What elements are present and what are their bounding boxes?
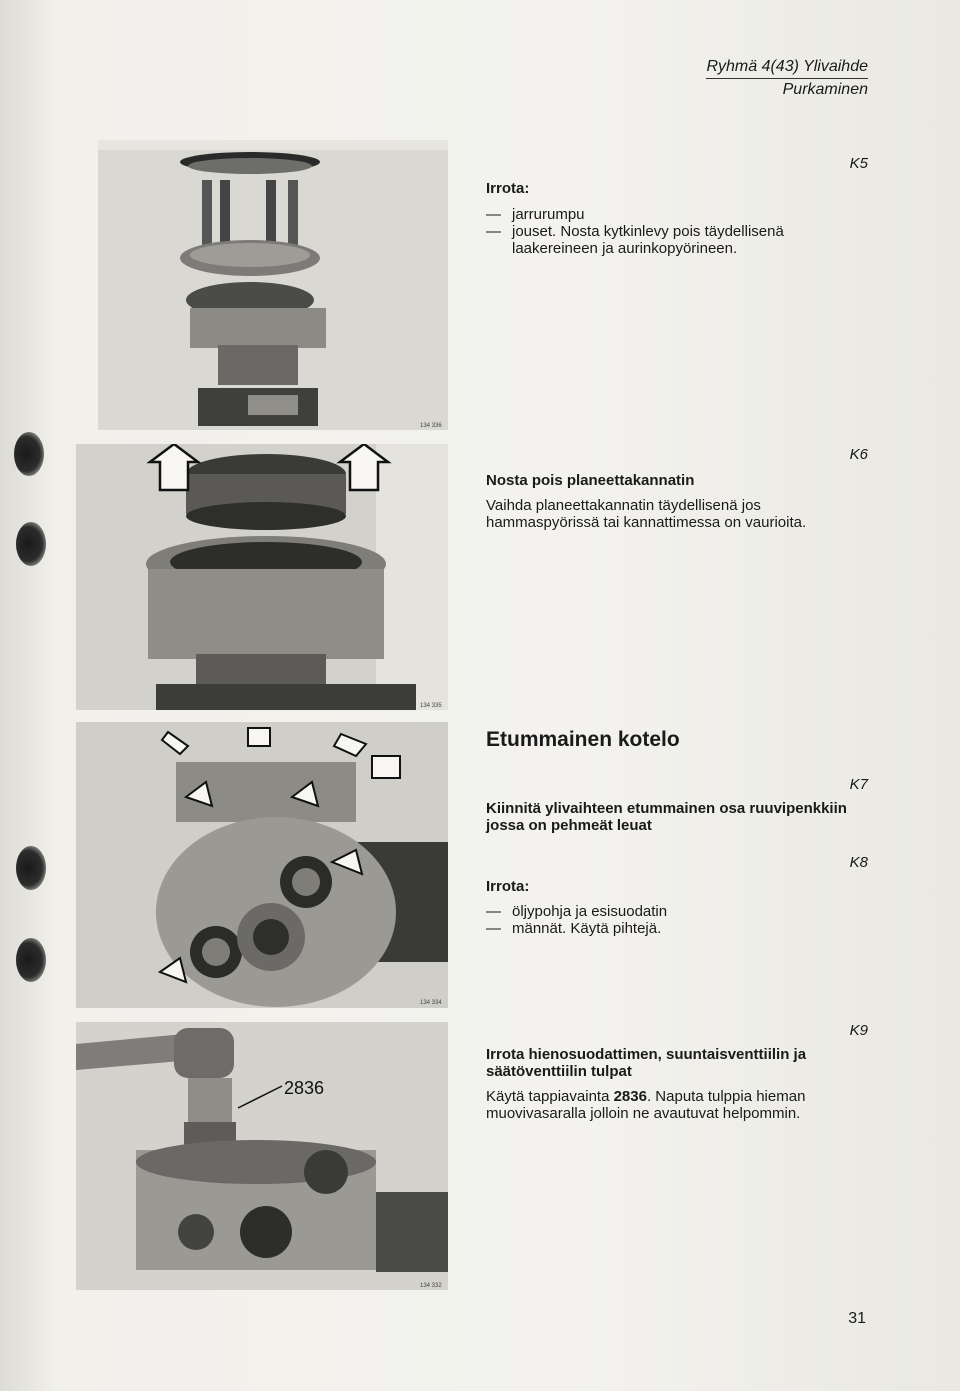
step-body: Vaihda planeettakannatin täydellisenä jos hammaspyörissä tai kannattimessa on vaurioita. [486,497,807,531]
tool-number: 2836 [613,1088,647,1105]
binder-hole [16,938,46,982]
section-title: Etummainen kotelo [486,728,680,751]
step-list [486,206,870,257]
photo-brake-drum-springs [98,140,448,430]
step-title: Irrota: [486,180,530,197]
step-title: Irrota: [486,878,530,895]
list-item: — männät. Käytä pihtejä. [486,920,662,937]
binder-hole [14,432,44,476]
step-list [486,903,870,937]
list-item: — öljypohja ja esisuodatin [486,903,668,920]
step-title: Kiinnitä ylivaihteen etummainen osa ruuvipenkkiin jossa on pehmeät leuat [486,800,847,834]
header-group: Ryhmä 4(43) Ylivaihde [706,58,868,79]
photo-id: 134 332 [420,1283,442,1289]
step-body-text: . Naputa tulppia hieman muovivasaralla jolloin ne avautuvat helpommin. [486,1088,806,1122]
step-title: Irrota hienosuodattimen, suuntaisventtiilin ja säätöventtiilin tulpat [486,1046,807,1080]
binder-hole [16,846,46,890]
step-body [486,1088,870,1122]
header-section: Purkaminen [782,81,868,98]
list-item: — jouset. Nosta kytkinlevy pois täydellisenä laakereineen ja aurinkopyörineen. [486,223,870,257]
list-item-text: männät. Käytä pihtejä. [512,920,662,937]
tool-label: 2836 [284,1078,325,1098]
binder-hole [16,522,46,566]
list-item-text: jarrurumpu [512,206,585,223]
photo-id: 134 335 [420,703,442,709]
list-item: — jarrurumpu [486,206,585,223]
step-title: Nosta pois planeettakannatin [486,472,695,489]
step-ref: K6 [849,446,868,463]
step-ref: K8 [849,854,868,871]
list-item-text: öljypohja ja esisuodatin [512,903,668,920]
photo-front-housing [76,722,448,1008]
step-body-text: Käytä tappiavainta [486,1088,614,1105]
page-header [706,58,868,99]
list-item-text: jouset. Nosta kytkinlevy pois täydellisenä laakereineen ja aurinkopyörineen. [512,223,784,257]
page-number: 31 [848,1310,866,1327]
photo-planet-carrier [76,444,448,710]
photo-plug-wrench [76,1022,448,1290]
step-ref: K5 [849,155,868,172]
step-ref: K7 [849,776,868,793]
photo-id: 134 336 [420,423,442,429]
step-ref: K9 [849,1022,868,1039]
photo-id: 134 334 [420,1000,442,1006]
